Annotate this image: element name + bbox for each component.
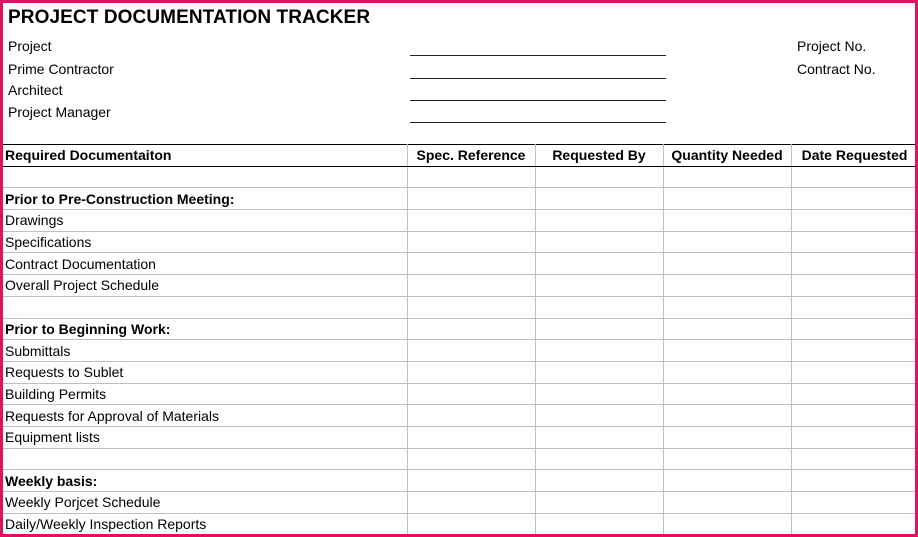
date-requested-cell[interactable]	[791, 340, 918, 362]
spec-reference-cell[interactable]	[407, 492, 535, 514]
requested-by-cell[interactable]	[535, 361, 663, 383]
header-requested-by: Requested By	[535, 145, 663, 167]
date-requested-cell[interactable]	[791, 166, 918, 188]
requested-by-cell[interactable]	[535, 231, 663, 253]
table-row	[3, 405, 918, 427]
document-name-cell: Submittals	[3, 340, 407, 362]
project-manager-input-line[interactable]	[410, 122, 666, 123]
requested-by-cell[interactable]	[535, 405, 663, 427]
spec-reference-cell[interactable]	[407, 318, 535, 340]
table-row	[3, 361, 918, 383]
spec-reference-cell[interactable]	[407, 361, 535, 383]
date-requested-cell[interactable]	[791, 361, 918, 383]
spec-reference-cell[interactable]	[407, 405, 535, 427]
spec-reference-cell[interactable]	[407, 340, 535, 362]
prime-contractor-input-line[interactable]	[410, 78, 666, 79]
quantity-needed-cell[interactable]	[663, 188, 791, 210]
requested-by-cell[interactable]	[535, 492, 663, 514]
project-manager-label: Project Manager	[8, 104, 111, 120]
requested-by-cell[interactable]	[535, 188, 663, 210]
section-header-row	[3, 470, 918, 492]
document-name-cell: Contract Documentation	[3, 253, 407, 275]
date-requested-cell[interactable]	[791, 318, 918, 340]
requested-by-cell[interactable]	[535, 296, 663, 318]
header-date-requested: Date Requested	[791, 145, 918, 167]
spec-reference-cell[interactable]	[407, 470, 535, 492]
quantity-needed-cell[interactable]	[663, 383, 791, 405]
date-requested-cell[interactable]	[791, 253, 918, 275]
blank-row	[3, 296, 918, 318]
date-requested-cell[interactable]	[791, 470, 918, 492]
architect-input-line[interactable]	[410, 100, 666, 101]
quantity-needed-cell[interactable]	[663, 340, 791, 362]
section-header-row	[3, 318, 918, 340]
document-name-cell: Equipment lists	[3, 426, 407, 448]
spec-reference-cell[interactable]	[407, 383, 535, 405]
spec-reference-cell[interactable]	[407, 296, 535, 318]
section-label: Prior to Pre-Construction Meeting:	[3, 188, 407, 210]
spec-reference-cell[interactable]	[407, 231, 535, 253]
quantity-needed-cell[interactable]	[663, 296, 791, 318]
prime-contractor-label: Prime Contractor	[8, 61, 114, 77]
documentation-table	[3, 144, 918, 535]
header-required-documentation: Required Documentaiton	[3, 145, 407, 167]
table-row	[3, 492, 918, 514]
section-label: Weekly basis:	[3, 470, 407, 492]
requested-by-cell[interactable]	[535, 383, 663, 405]
quantity-needed-cell[interactable]	[663, 513, 791, 535]
table-header-row	[3, 145, 918, 167]
document-name-cell: Specifications	[3, 231, 407, 253]
date-requested-cell[interactable]	[791, 210, 918, 232]
date-requested-cell[interactable]	[791, 383, 918, 405]
document-name-cell: Daily/Weekly Inspection Reports	[3, 513, 407, 535]
requested-by-cell[interactable]	[535, 253, 663, 275]
header-quantity-needed: Quantity Needed	[663, 145, 791, 167]
date-requested-cell[interactable]	[791, 275, 918, 297]
document-name-cell	[3, 296, 407, 318]
quantity-needed-cell[interactable]	[663, 492, 791, 514]
table-row	[3, 340, 918, 362]
spec-reference-cell[interactable]	[407, 275, 535, 297]
quantity-needed-cell[interactable]	[663, 318, 791, 340]
blank-row	[3, 166, 918, 188]
project-label: Project	[8, 38, 52, 54]
requested-by-cell[interactable]	[535, 318, 663, 340]
document-name-cell: Building Permits	[3, 383, 407, 405]
contract-no-label: Contract No.	[797, 61, 876, 77]
blank-row	[3, 448, 918, 470]
date-requested-cell[interactable]	[791, 231, 918, 253]
quantity-needed-cell[interactable]	[663, 166, 791, 188]
table-row	[3, 426, 918, 448]
quantity-needed-cell[interactable]	[663, 231, 791, 253]
requested-by-cell[interactable]	[535, 448, 663, 470]
quantity-needed-cell[interactable]	[663, 405, 791, 427]
table-row	[3, 253, 918, 275]
document-name-cell: Overall Project Schedule	[3, 275, 407, 297]
architect-label: Architect	[8, 82, 63, 98]
table-row	[3, 275, 918, 297]
quantity-needed-cell[interactable]	[663, 426, 791, 448]
document-name-cell: Weekly Porjcet Schedule	[3, 492, 407, 514]
page-title: PROJECT DOCUMENTATION TRACKER	[8, 7, 371, 28]
table-row	[3, 383, 918, 405]
table-row	[3, 513, 918, 535]
document-name-cell	[3, 166, 407, 188]
quantity-needed-cell[interactable]	[663, 210, 791, 232]
table-body	[3, 166, 918, 535]
spec-reference-cell[interactable]	[407, 188, 535, 210]
requested-by-cell[interactable]	[535, 275, 663, 297]
spec-reference-cell[interactable]	[407, 513, 535, 535]
spec-reference-cell[interactable]	[407, 448, 535, 470]
table-row	[3, 210, 918, 232]
spec-reference-cell[interactable]	[407, 166, 535, 188]
document-name-cell: Requests to Sublet	[3, 361, 407, 383]
quantity-needed-cell[interactable]	[663, 470, 791, 492]
requested-by-cell[interactable]	[535, 210, 663, 232]
section-label: Prior to Beginning Work:	[3, 318, 407, 340]
requested-by-cell[interactable]	[535, 340, 663, 362]
date-requested-cell[interactable]	[791, 405, 918, 427]
table-row	[3, 231, 918, 253]
quantity-needed-cell[interactable]	[663, 275, 791, 297]
document-name-cell	[3, 448, 407, 470]
date-requested-cell[interactable]	[791, 513, 918, 535]
quantity-needed-cell[interactable]	[663, 361, 791, 383]
spec-reference-cell[interactable]	[407, 253, 535, 275]
header-spec-reference: Spec. Reference	[407, 145, 535, 167]
date-requested-cell[interactable]	[791, 492, 918, 514]
date-requested-cell[interactable]	[791, 188, 918, 210]
quantity-needed-cell[interactable]	[663, 253, 791, 275]
spec-reference-cell[interactable]	[407, 426, 535, 448]
requested-by-cell[interactable]	[535, 470, 663, 492]
document-name-cell: Requests for Approval of Materials	[3, 405, 407, 427]
requested-by-cell[interactable]	[535, 166, 663, 188]
project-input-line[interactable]	[410, 55, 666, 56]
document-name-cell: Drawings	[3, 210, 407, 232]
project-no-label: Project No.	[797, 38, 867, 54]
requested-by-cell[interactable]	[535, 513, 663, 535]
section-header-row	[3, 188, 918, 210]
requested-by-cell[interactable]	[535, 426, 663, 448]
date-requested-cell[interactable]	[791, 296, 918, 318]
quantity-needed-cell[interactable]	[663, 448, 791, 470]
spec-reference-cell[interactable]	[407, 210, 535, 232]
date-requested-cell[interactable]	[791, 448, 918, 470]
date-requested-cell[interactable]	[791, 426, 918, 448]
